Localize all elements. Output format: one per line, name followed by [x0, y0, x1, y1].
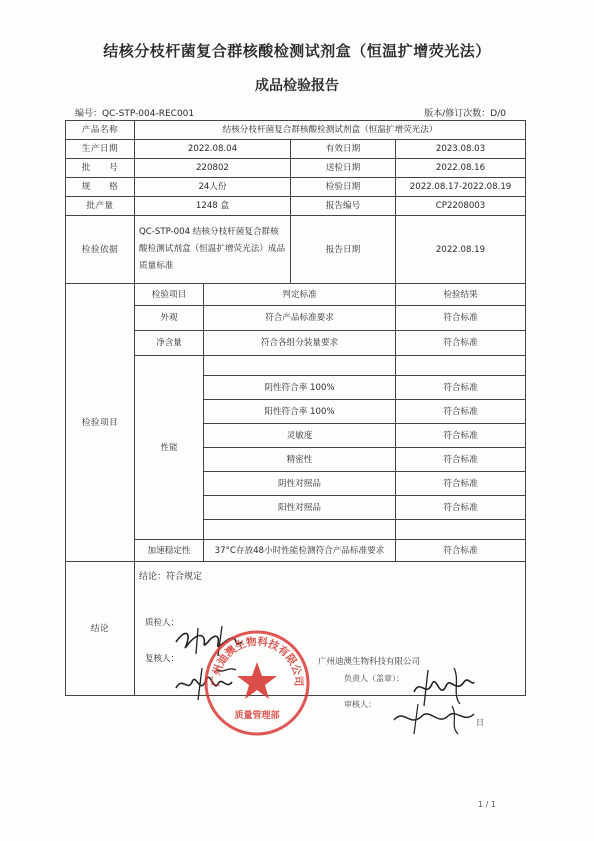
report-date-label: 报告日期: [291, 216, 396, 284]
performance-criteria-2: 阳性符合率 100%: [204, 400, 396, 424]
batch-quantity-label: 批产量: [66, 197, 135, 216]
row-basis: [66, 216, 526, 284]
report-date-value: 2022.08.19: [396, 216, 526, 284]
row-appearance: [66, 306, 526, 331]
items-col-criteria: 判定标准: [204, 284, 396, 306]
document-number: 编号：QC-STP-004-REC001: [75, 109, 195, 119]
performance-criteria-6: 阳性对照品: [204, 496, 396, 520]
report-number-label: 报告编号: [291, 197, 396, 216]
net-content-result: 符合标准: [396, 331, 526, 356]
performance-criteria-1: 阴性符合率 100%: [204, 376, 396, 400]
leader-label: 负责人（盖章）：: [344, 674, 404, 683]
basis-value: QC-STP-004 结核分枝杆菌复合群核酸检测试剂盒（恒温扩增荧光法）成品质量标准: [135, 216, 291, 284]
batch-value: 220802: [135, 159, 291, 178]
batch-label: 批 号: [66, 159, 135, 178]
inspection-date-value: 2022.08.17-2022.08.19: [396, 178, 526, 197]
basis-label: 检验依据: [66, 216, 135, 284]
product-label: 产品名称: [66, 121, 135, 140]
conclusion-text: 结论：符合规定: [139, 572, 203, 582]
row-product: [66, 121, 526, 140]
qc-inspector-label: 质检人：: [145, 618, 180, 628]
performance-criteria-5: 阴性对照品: [204, 472, 396, 496]
row-batch: [66, 159, 526, 178]
seal-text: 广州迪澳生物科技有限公司: [209, 635, 305, 687]
production-date-value: 2022.08.04: [135, 140, 291, 159]
performance-criteria-3: 灵敏度: [204, 424, 396, 448]
appearance-label: 外观: [135, 306, 204, 331]
submit-date-label: 送检日期: [291, 159, 396, 178]
performance-criteria-4: 精密性: [204, 448, 396, 472]
page-number: 1 / 1: [478, 800, 496, 809]
row-net-content: [66, 331, 526, 356]
row-batch-quantity: [66, 197, 526, 216]
inspection-date-label: 检验日期: [291, 178, 396, 197]
net-content-criteria: 符合各组分装量要求: [204, 331, 396, 356]
performance-result-1: 符合标准: [396, 376, 526, 400]
performance-result-6: 符合标准: [396, 496, 526, 520]
items-col-item: 检验项目: [135, 284, 204, 306]
row-performance-spacer-top: [66, 356, 526, 376]
performance-result-3: 符合标准: [396, 424, 526, 448]
row-spec: [66, 178, 526, 197]
production-date-label: 生产日期: [66, 140, 135, 159]
appearance-result: 符合标准: [396, 306, 526, 331]
seal-bottom-text: 质量管理部: [234, 711, 280, 721]
net-content-label: 净含量: [135, 331, 204, 356]
submit-date-value: 2022.08.16: [396, 159, 526, 178]
product-value: 结核分枝杆菌复合群核酸检测试剂盒（恒温扩增荧光法）: [135, 121, 526, 140]
version-number: 版本/修订次数：D/0: [424, 109, 506, 119]
approver-signature: [388, 700, 478, 738]
stability-criteria: 37°C存放48小时性能检测符合产品标准要求: [204, 540, 396, 562]
company-seal: [202, 628, 312, 738]
row-items-header: [66, 284, 526, 306]
expiry-date-label: 有效日期: [291, 140, 396, 159]
appearance-criteria: 符合产品标准要求: [204, 306, 396, 331]
stability-label: 加速稳定性: [135, 540, 204, 562]
performance-result-4: 符合标准: [396, 448, 526, 472]
performance-result-5: 符合标准: [396, 472, 526, 496]
items-col-result: 检验结果: [396, 284, 526, 306]
spec-value: 24人份: [135, 178, 291, 197]
report-title: 结核分枝杆菌复合群核酸检测试剂盒（恒温扩增荧光法）: [103, 42, 491, 60]
performance-result-2: 符合标准: [396, 400, 526, 424]
performance-label: 性能: [135, 356, 204, 540]
reviewer-label: 复核人：: [145, 654, 180, 664]
batch-quantity-value: 1248 盒: [135, 197, 291, 216]
spec-label: 规 格: [66, 178, 135, 197]
report-subtitle: 成品检验报告: [255, 78, 339, 94]
star-icon: [237, 662, 277, 699]
company-name: 广州迪澳生物科技有限公司: [318, 657, 421, 667]
date-suffix: 日: [476, 718, 484, 727]
conclusion-label: 结论: [66, 562, 135, 696]
approver-label: 审核人：: [344, 700, 376, 709]
items-section-label: 检验项目: [66, 284, 135, 562]
row-stability: [66, 540, 526, 562]
expiry-date-value: 2023.08.03: [396, 140, 526, 159]
row-production-date: [66, 140, 526, 159]
report-table: [65, 120, 526, 696]
stability-result: 符合标准: [396, 540, 526, 562]
report-number-value: CP2208003: [396, 197, 526, 216]
